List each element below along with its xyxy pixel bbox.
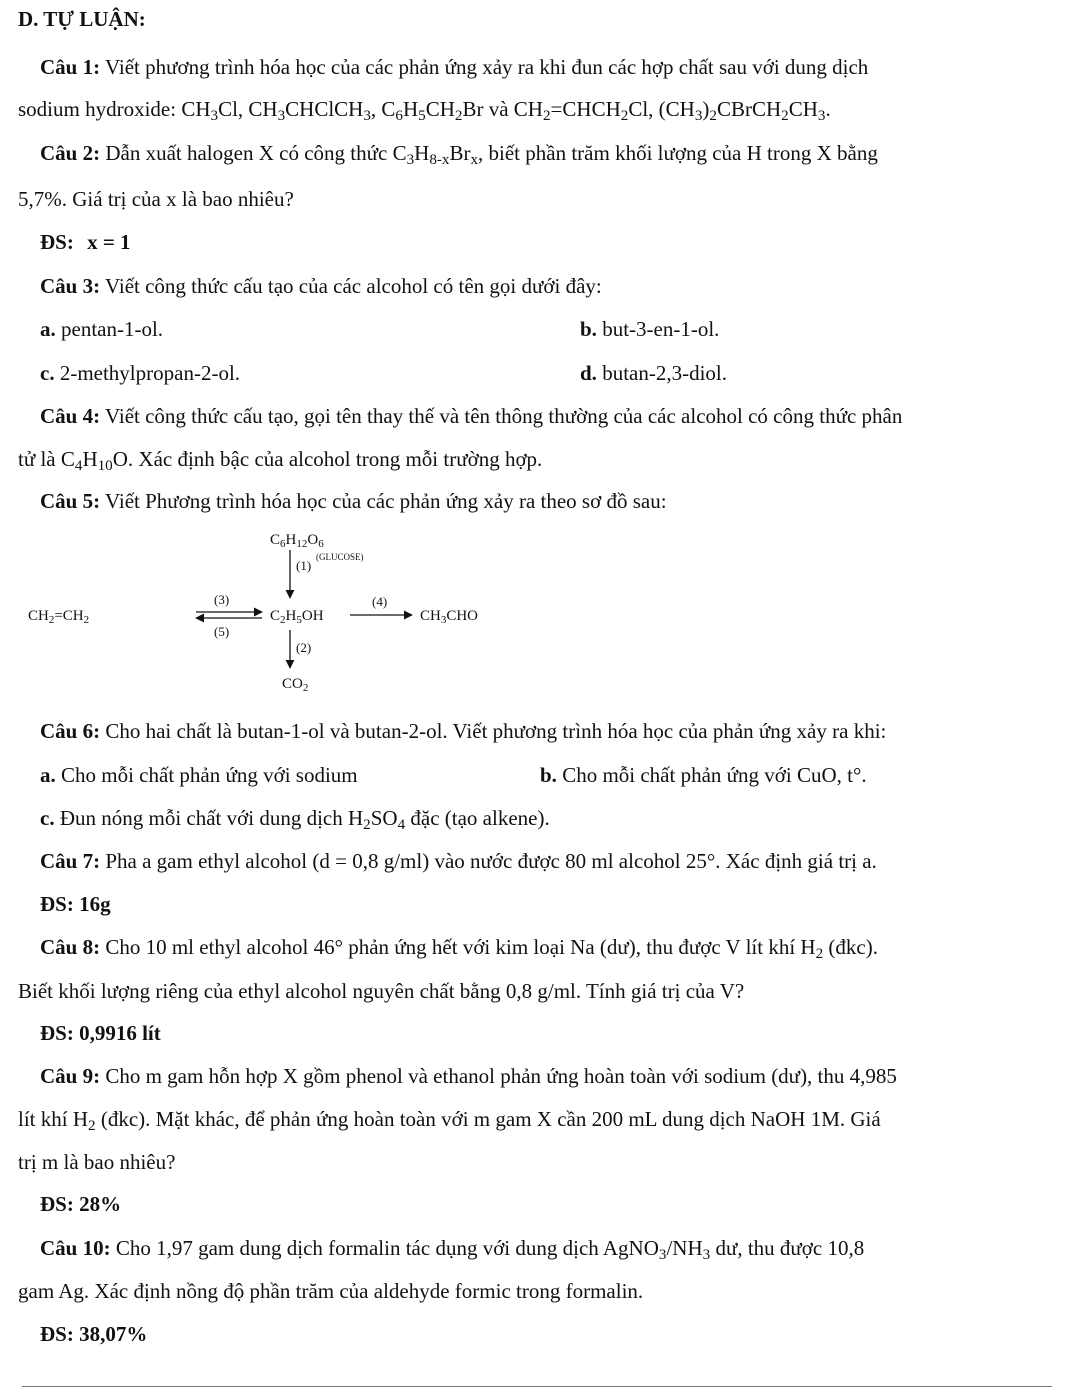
scheme-glucose-note: (GLUCOSE) [316, 552, 364, 562]
q7-line: Câu 7: Pha a gam ethyl alcohol (d = 0,8 g/ml) vào nước được 80 ml alcohol 25°. Xác định giá trị a. [40, 849, 877, 873]
scheme-step-5: (5) [214, 624, 230, 639]
q9-line2: lít khí $H_2$ (đkc). Mặt khác, để phản ứng hoàn toàn với m gam X cần 200 mL dung dịch NaOH 1M. Giá [18, 1107, 881, 1134]
q2-formula: $C_3H_{8-x}Br_x$ [392, 141, 479, 168]
q2-line2: 5,7%. Giá trị của x là bao nhiêu? [18, 187, 294, 211]
q6-item-b: b. Cho mỗi chất phản ứng với CuO, t°. [540, 763, 867, 787]
q3-item-a: a. pentan-1-ol. [40, 317, 164, 341]
q9-answer: ĐS: 28% [40, 1192, 122, 1216]
scheme-step-1: (1) [296, 558, 312, 573]
scheme-ethanol: C2H5OH [270, 608, 324, 626]
q1-line1: Câu 1: Viết phương trình hóa học của các phản ứng xảy ra khi đun các hợp chất sau với dung dịch [40, 55, 869, 79]
q1-line2: sodium hydroxide: $CH_3Cl$, $CH_3CHClCH_3$, $C_6H_5CH_2Br$ và $CH_2=CHCH_2Cl$, $(CH_3)_2CBrCH_2CH_3$. [18, 97, 831, 124]
q10-answer: ĐS: 38,07% [40, 1322, 148, 1346]
scheme-acetaldehyde: CH3CHO [420, 608, 479, 626]
q9-line1: Câu 9: Cho m gam hỗn hợp X gồm phenol và ethanol phản ứng hoàn toàn với sodium (dư), thu 4,985 [40, 1064, 897, 1088]
section-title: D. TỰ LUẬN: [18, 7, 146, 31]
reaction-scheme [0, 520, 560, 700]
q10-line2: gam Ag. Xác định nồng độ phần trăm của aldehyde formic trong formalin. [18, 1279, 644, 1303]
scheme-step-2: (2) [296, 640, 312, 655]
scheme-ethylene: CH2=CH2 [28, 608, 90, 626]
q7-answer: ĐS: 16g [40, 892, 111, 916]
scheme-step-4: (4) [372, 594, 388, 609]
q5-line: Câu 5: Viết Phương trình hóa học của các phản ứng xảy ra theo sơ đồ sau: [40, 489, 667, 513]
q8-answer: ĐS: 0,9916 lít [40, 1021, 161, 1045]
scheme-co2: CO2 [282, 676, 309, 694]
q4-line2: tử là $C_4H_{10}O$. Xác định bậc của alcohol trong mỗi trường hợp. [18, 447, 543, 474]
bottom-divider [22, 1386, 1052, 1387]
q10-line1: Câu 10: Cho 1,97 gam dung dịch formalin tác dụng với dung dịch $AgNO_3/NH_3$ dư, thu được 10,8 [40, 1236, 865, 1263]
q1-label: Câu 1: [40, 55, 101, 79]
q8-line2: Biết khối lượng riêng của ethyl alcohol nguyên chất bằng 0,8 g/ml. Tính giá trị của V? [18, 979, 745, 1003]
q8-line1: Câu 8: Cho 10 ml ethyl alcohol 46° phản ứng hết với kim loại Na (dư), thu được V lít khí $H_2$ (đkc). [40, 935, 878, 962]
q3-line: Câu 3: Viết công thức cấu tạo của các alcohol có tên gọi dưới đây: [40, 274, 602, 298]
q6-item-a: a. Cho mỗi chất phản ứng với sodium [40, 763, 358, 787]
scheme-glucose: C6H12O6 [270, 532, 324, 550]
q6-line: Câu 6: Cho hai chất là butan-1-ol và butan-2-ol. Viết phương trình hóa học của phản ứng xảy ra khi: [40, 719, 887, 743]
q9-line3: trị m là bao nhiêu? [18, 1150, 176, 1174]
q2-label: Câu 2: [40, 141, 101, 165]
q3-item-d: d. butan-2,3-diol. [580, 361, 727, 385]
scheme-step-3: (3) [214, 592, 230, 607]
q4-line1: Câu 4: Viết công thức cấu tạo, gọi tên thay thế và tên thông thường của các alcohol có công thức phân [40, 404, 903, 428]
q3-item-b: b. but-3-en-1-ol. [580, 317, 720, 341]
q6-item-c: c. Đun nóng mỗi chất với dung dịch $H_2SO_4$ đặc (tạo alkene). [40, 806, 550, 833]
q2-line1: Câu 2: Dẫn xuất halogen X có công thức $C_3H_{8-x}Br_x$, biết phần trăm khối lượng của H trong X bằng [40, 141, 878, 168]
q3-item-c: c. 2-methylpropan-2-ol. [40, 361, 241, 385]
q2-answer: ĐS: x = 1 [40, 230, 131, 254]
